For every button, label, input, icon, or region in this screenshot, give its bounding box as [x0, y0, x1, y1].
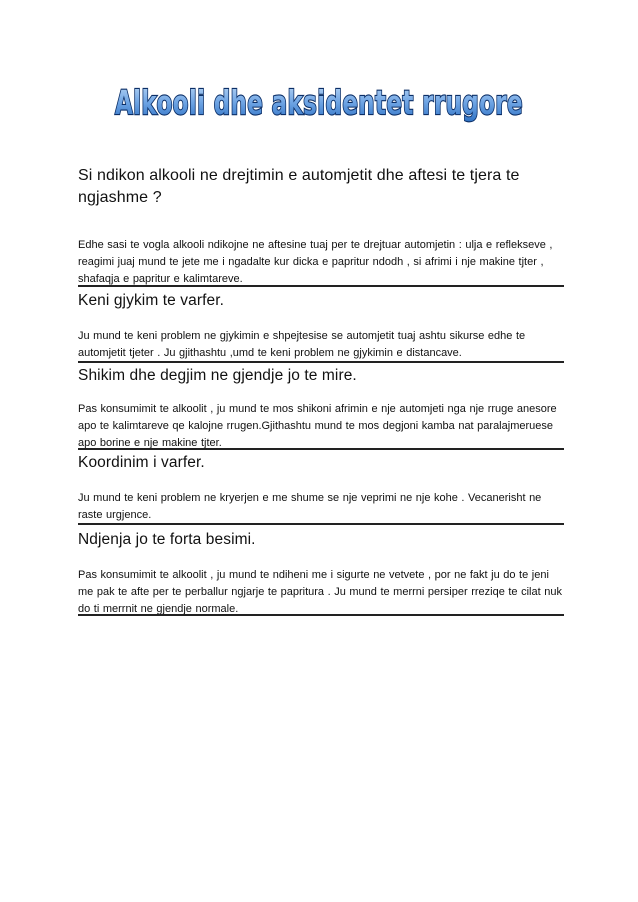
question-heading: Si ndikon alkooli ne drejtimin e automjetit dhe aftesi te tjera te ngjashme ?	[78, 167, 520, 206]
section-divider	[78, 448, 564, 450]
section-divider	[78, 285, 564, 287]
section-heading: Ndjenja jo te forta besimi.	[78, 531, 256, 548]
section-divider	[78, 361, 564, 363]
page-title: Alkooli dhe aksidentet rrugore	[115, 83, 523, 122]
title-wordart	[0, 76, 638, 126]
intro-paragraph: Edhe sasi te vogla alkooli ndikojne ne aftesine tuaj per te drejtuar automjetin : ulja e reflekseve , reagimi juaj mund te jete me i ngadalte kur dicka e papritur ndodh , si afrimi i nje makine tjter , shafaqja e papritur e kalimtareve.	[78, 239, 553, 285]
section-heading: Koordinim i varfer.	[78, 454, 205, 471]
section-divider	[78, 614, 564, 616]
section-divider	[78, 523, 564, 525]
section-text: Pas konsumimit te alkoolit , ju mund te ndiheni me i sigurte ne vetvete , por ne fakt ju do te jeni me pak te afte per te perballur ngjarje te papritura . Ju mund te merrni persiper rreziqe te cilat nuk do ti merrnit ne gjendje normale.	[78, 569, 562, 615]
section-heading: Keni gjykim te varfer.	[78, 292, 225, 309]
title-graphic	[0, 76, 638, 126]
section-heading: Shikim dhe degjim ne gjendje jo te mire.	[78, 367, 357, 384]
section-text: Ju mund te keni problem ne gjykimin e shpejtesise se automjetit tuaj ashtu sikurse edhe te automjetit tjeter . Ju gjithashtu ,umd te keni problem ne gjykimin e distancave.	[78, 330, 526, 359]
section-text: Pas konsumimit te alkoolit , ju mund te mos shikoni afrimin e nje automjeti nga nje rruge anesore apo te kalimtareve qe kalojne rrugen.Gjithashtu mund te mos degjoni kamba nat paralajmeruese apo borine e nje makine tjter.	[78, 403, 557, 449]
section-text: Ju mund te keni problem ne kryerjen e me shume se nje veprimi ne nje kohe . Vecanerisht ne raste urgjence.	[78, 492, 542, 521]
